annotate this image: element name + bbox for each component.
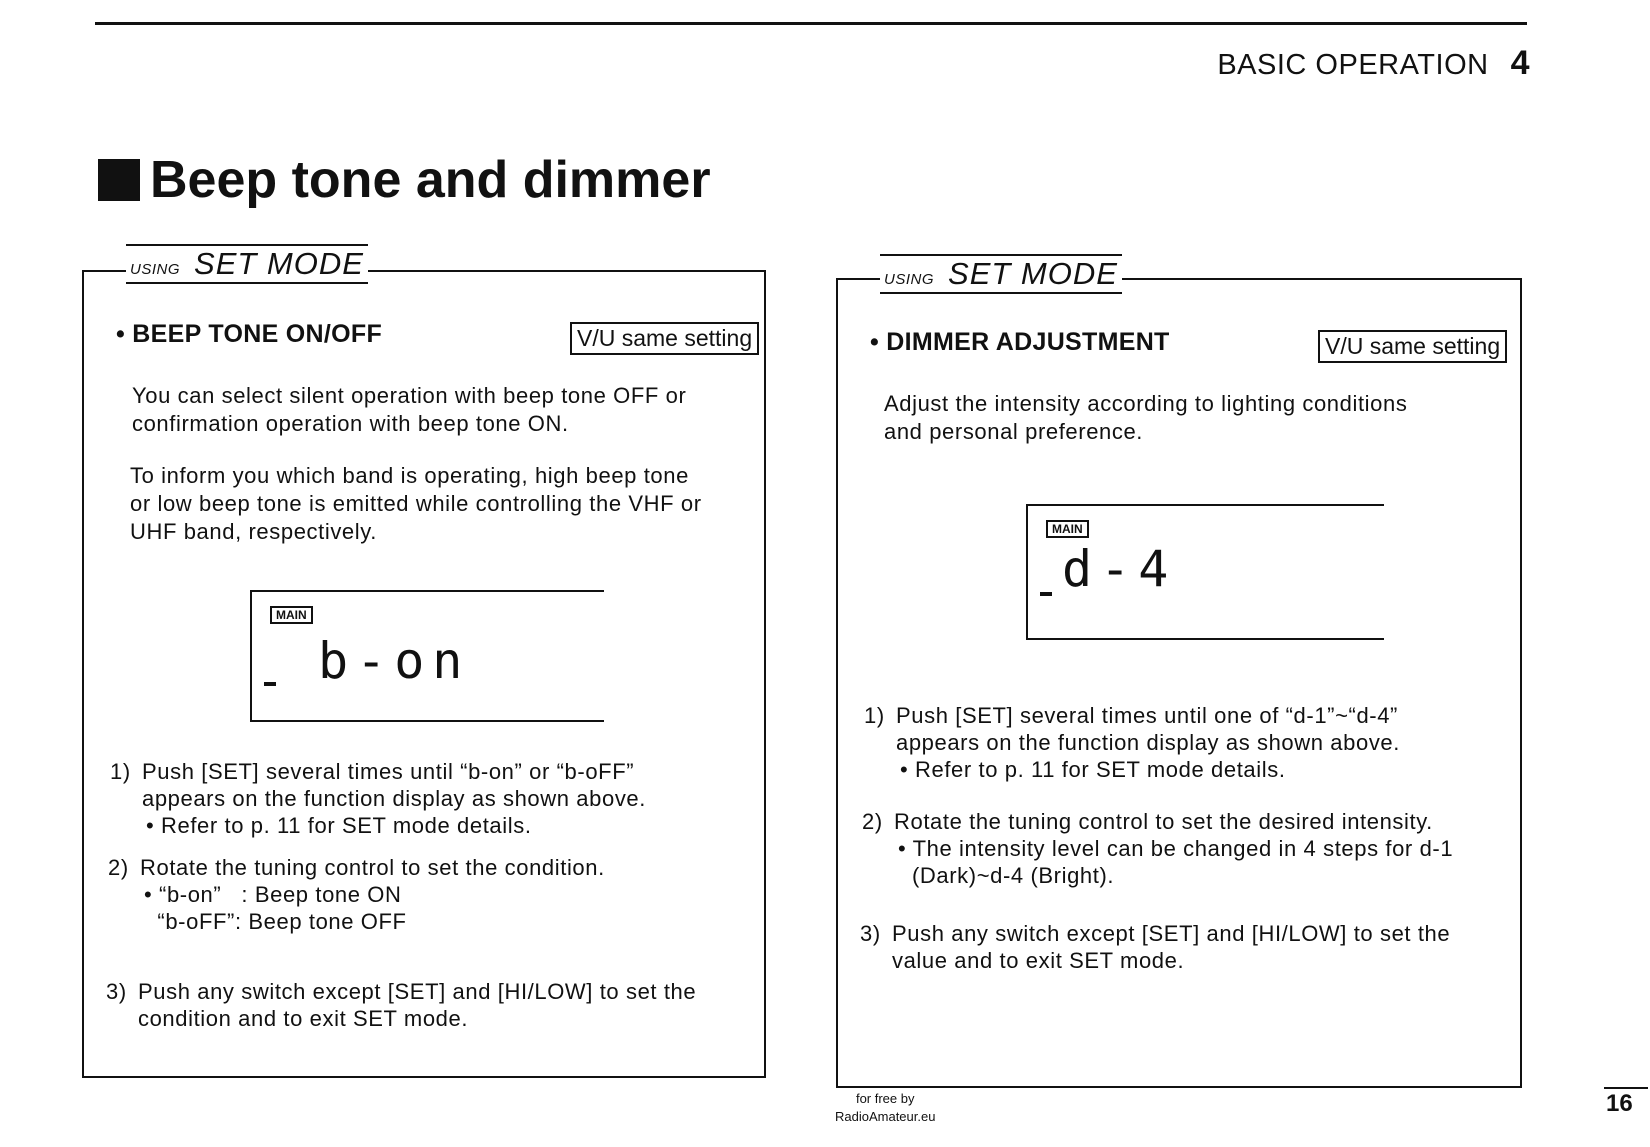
beep-intro-paragraph: You can select silent operation with beep tone OFF or confirmation operation with beep tone ON. <box>132 383 687 436</box>
lcd-display-d-4 <box>1026 504 1384 640</box>
main-tag: MAIN <box>1046 520 1089 538</box>
lcd-cursor <box>1040 592 1052 596</box>
lcd-text: b-on <box>318 632 471 690</box>
set-mode-text: SET MODE <box>194 246 364 281</box>
title-square-icon <box>98 159 140 201</box>
top-rule <box>95 22 1527 25</box>
beep-band-paragraph: To inform you which band is operating, high beep tone or low beep tone is emitted while controlling the VHF or UHF band, respectively. <box>130 463 702 544</box>
using-label: USING <box>884 271 935 288</box>
dimmer-panel: USING SET MODE • DIMMER ADJUSTMENT V/U same setting Adjust the intensity according to lighting conditions and personal preference. MAIN d-4 1) Push [SET] several times until one of “d-1”~“d-4” appears on the function display as shown above. • Refer to p. 11 for SET mode details. 2) Rotate the tuning control to set the desired intensity. • The intensity level can be changed in 4 steps for d-1 (Dark)~d-4 (Bright). 3) Push any switch except [SET] and [HI/LOW] to set the value and to exit SET mode. <box>836 278 1522 1088</box>
dimmer-intro-paragraph: Adjust the intensity according to lighting conditions and personal preference. <box>884 391 1408 444</box>
dimmer-heading: • DIMMER ADJUSTMENT <box>870 328 1170 356</box>
beep-tone-panel: USING SET MODE • BEEP TONE ON/OFF V/U same setting You can select silent operation with beep tone OFF or confirmation operation with beep tone ON. To inform you which band is operating, high beep tone or low beep tone is emitted while controlling the VHF or UHF band, respectively. MAIN b-on 1) Push [SET] several times until “b-on” or “b-oFF” appears on the function display as shown above. • Refer to p. 11 for SET mode details. 2) Rotate the tuning control to set the condition. • “b-on” : Beep tone ON “b-oFF”: Beep tone OFF 3) Push any switch except [SET] and [HI/LOW] to set the condition and to exit SET mode. <box>82 270 766 1078</box>
section-name: BASIC OPERATION <box>1217 49 1489 81</box>
page-title-text: Beep tone and dimmer <box>150 151 711 209</box>
lcd-cursor <box>264 682 276 686</box>
page-number-rule <box>1604 1087 1648 1089</box>
chapter-header <box>1217 44 1530 83</box>
chapter-number: 4 <box>1510 44 1530 82</box>
page-number: 16 <box>1606 1090 1633 1117</box>
using-label: USING <box>130 261 181 278</box>
lcd-text: d-4 <box>1062 540 1177 598</box>
lcd-display-b-on <box>250 590 606 722</box>
vu-same-setting-badge: V/U same setting <box>570 322 759 355</box>
set-mode-label <box>880 254 1122 294</box>
footer-credit: for free by RadioAmateur.eu <box>835 1091 936 1124</box>
beep-tone-heading: • BEEP TONE ON/OFF <box>116 320 383 348</box>
vu-same-setting-badge: V/U same setting <box>1318 330 1507 363</box>
page-title <box>98 150 711 210</box>
set-mode-label <box>126 244 368 284</box>
set-mode-text: SET MODE <box>948 256 1118 291</box>
main-tag: MAIN <box>270 606 313 624</box>
